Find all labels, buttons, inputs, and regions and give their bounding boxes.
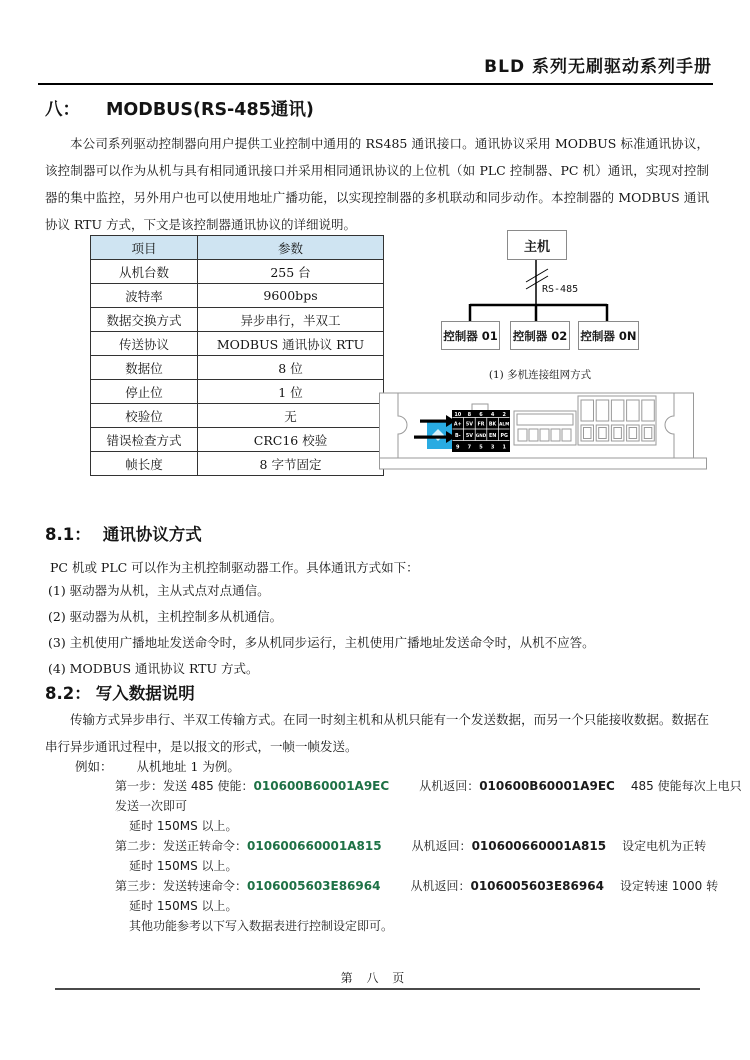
step-note: 设定转速 1000 转 [619,879,719,893]
network-diagram-lines [430,228,710,388]
step-line [115,876,750,896]
pin-label: 5V [465,434,473,439]
step-send-label: 第三步：发送转速命令： [115,879,248,893]
step-reply-code: 010600B60001A9EC [479,779,615,793]
param-value: 异步串行，半双工 [198,308,384,332]
table-row [91,260,384,284]
pin-number: 9 [456,444,460,451]
pin-label: GND [475,433,487,438]
page-title: BLD 系列无刷驱动系列手册 [484,57,712,77]
transmission-paragraph: 传输方式异步串行、半双工传输方式。在同一时刻主机和从机只能有一个发送数据，而另一个只能接收数据。数据在串行异步通讯过程中，是以报文的形式，一帧一帧发送。 [45,712,709,754]
pin-number: 5 [479,444,483,451]
pin-block [452,410,510,452]
controller-box-02: 控制器 02 [510,321,570,350]
section-81-title: 通讯协议方式 [102,525,202,544]
pin-label: 5V [465,422,473,428]
rs485-bus-label: RS-485 [542,284,579,295]
middle-terminal-block [514,411,576,445]
pin-number: 6 [479,412,483,418]
step-delay: 延时 150MS 以上。 [129,899,238,913]
drive-device-diagram [378,392,708,480]
param-value: 8 位 [198,356,384,380]
param-name: 错误检查方式 [91,428,198,452]
table-row [91,356,384,380]
section-82-number: 8.2： [45,684,91,703]
example-label: 例如： [75,759,113,774]
param-value: 1 位 [198,380,384,404]
section-81-heading [45,521,202,545]
table-row [91,380,384,404]
param-name: 数据位 [91,356,198,380]
step-note: 设定电机为正转 [622,839,707,853]
right-terminal-block [578,396,656,445]
device-base-strip [380,458,707,469]
pin-label: A+ [453,422,462,428]
param-name: 波特率 [91,284,198,308]
params-table [90,235,384,476]
closing-note: 其他功能参考以下写入数据表进行控制设定即可。 [129,919,394,933]
pin-label: B- [454,434,461,439]
step-send-code: 010600660001A815 [247,839,382,853]
param-value: 无 [198,404,384,428]
step-delay: 延时 150MS 以上。 [129,859,238,873]
param-value: MODBUS 通讯协议 RTU [198,332,384,356]
footer-page-label: 第 八 页 [340,971,410,985]
pin-number: 8 [467,412,472,418]
master-box: 主机 [507,230,567,260]
param-name: 停止位 [91,380,198,404]
table-row [91,308,384,332]
pin-label: BK [488,422,497,428]
chapter-heading [45,96,314,121]
step-line [115,776,750,816]
example-text: 从机地址 1 为例。 [136,759,240,774]
table-row [91,452,384,476]
step-reply-code: 0106005603E86964 [470,879,604,893]
chapter-number: 八： [45,100,80,120]
pin-label: FR [477,422,485,428]
param-value: CRC16 校验 [198,428,384,452]
table-row [91,284,384,308]
step-send-code: 0106005603E86964 [247,879,381,893]
protocol-mode-item: (2) 驱动器为从机，主机控制多从机通信。 [48,609,283,624]
protocol-mode-item: (3) 主机使用广播地址发送命令时，多从机同步运行，主机使用广播地址发送命令时，从机不应答。 [48,635,595,650]
param-name: 校验位 [91,404,198,428]
table-row [91,404,384,428]
step-reply-code: 010600660001A815 [471,839,607,853]
section-82-title: 写入数据说明 [95,684,195,703]
step-reply-label: 从机返回： [411,839,472,853]
param-name: 帧长度 [91,452,198,476]
param-value: 255 台 [198,260,384,284]
pin-number: 2 [502,412,506,418]
footer-rule [55,988,700,990]
pin-number: 4 [490,412,495,418]
pin-number: 1 [502,444,506,451]
step-reply-label: 从机返回： [410,879,471,893]
controller-box-0n: 控制器 0N [578,321,639,350]
section-81-number: 8.1： [45,525,91,544]
step-send-code: 010600B60001A9EC [253,779,390,793]
param-name: 从机台数 [91,260,198,284]
intro-paragraph: 本公司系列驱动控制器向用户提供工业控制中通用的 RS485 通讯接口。通讯协议采用 MODBUS 标准通讯协议，该控制器可以作为从机与具有相同通讯接口并采用相同通讯协议的上位机（如 PLC 控制器、PC 机）通讯，实现对控制器的集中监控，另外用户也可以使用地址广播功能，以实现控制器的多机联动和同步动作。本控制器的 MODBUS 通讯协议 RTU 方式，下文是该控制器通讯协议的详细说明。 [45,136,709,232]
table-header-param: 参数 [198,236,384,260]
step-note: 485 使能每次上电只发送一次即可 [115,779,742,813]
table-header-item: 项目 [91,236,198,260]
param-value: 9600bps [198,284,384,308]
write-steps [115,776,750,936]
protocol-mode-item: (1) 驱动器为从机，主从式点对点通信。 [48,583,270,598]
param-name: 数据交换方式 [91,308,198,332]
step-line [115,836,750,856]
step-send-label: 第二步：发送正转命令： [115,839,248,853]
connector-tab [472,404,488,411]
table-row [91,332,384,356]
section-81-lead: PC 机或 PLC 可以作为主机控制驱动器工作。具体通讯方式如下： [50,560,419,575]
table-header-row [91,236,384,260]
pin-label: EN [488,434,497,439]
controller-box-01: 控制器 01 [441,321,500,350]
protocol-mode-item: (4) MODBUS 通讯协议 RTU 方式。 [48,661,259,676]
network-diagram-caption: (1) 多机连接组网方式 [488,369,592,381]
section-82-heading [45,680,195,704]
step-send-label: 第一步：发送 485 使能： [115,779,254,793]
pin-number: 7 [467,444,472,451]
protocol-mode-list [48,578,595,682]
step-reply-label: 从机返回： [419,779,480,793]
pin-number: 10 [454,412,462,418]
param-value: 8 字节固定 [198,452,384,476]
header-rule [38,83,713,85]
pin-number: 3 [490,444,495,451]
step-delay: 延时 150MS 以上。 [129,819,238,833]
param-name: 传送协议 [91,332,198,356]
table-row [91,428,384,452]
example-line [75,757,240,775]
chapter-title: MODBUS(RS-485通讯) [106,100,314,120]
pin-label: ALM [499,421,510,427]
pin-label: PG [500,434,508,439]
